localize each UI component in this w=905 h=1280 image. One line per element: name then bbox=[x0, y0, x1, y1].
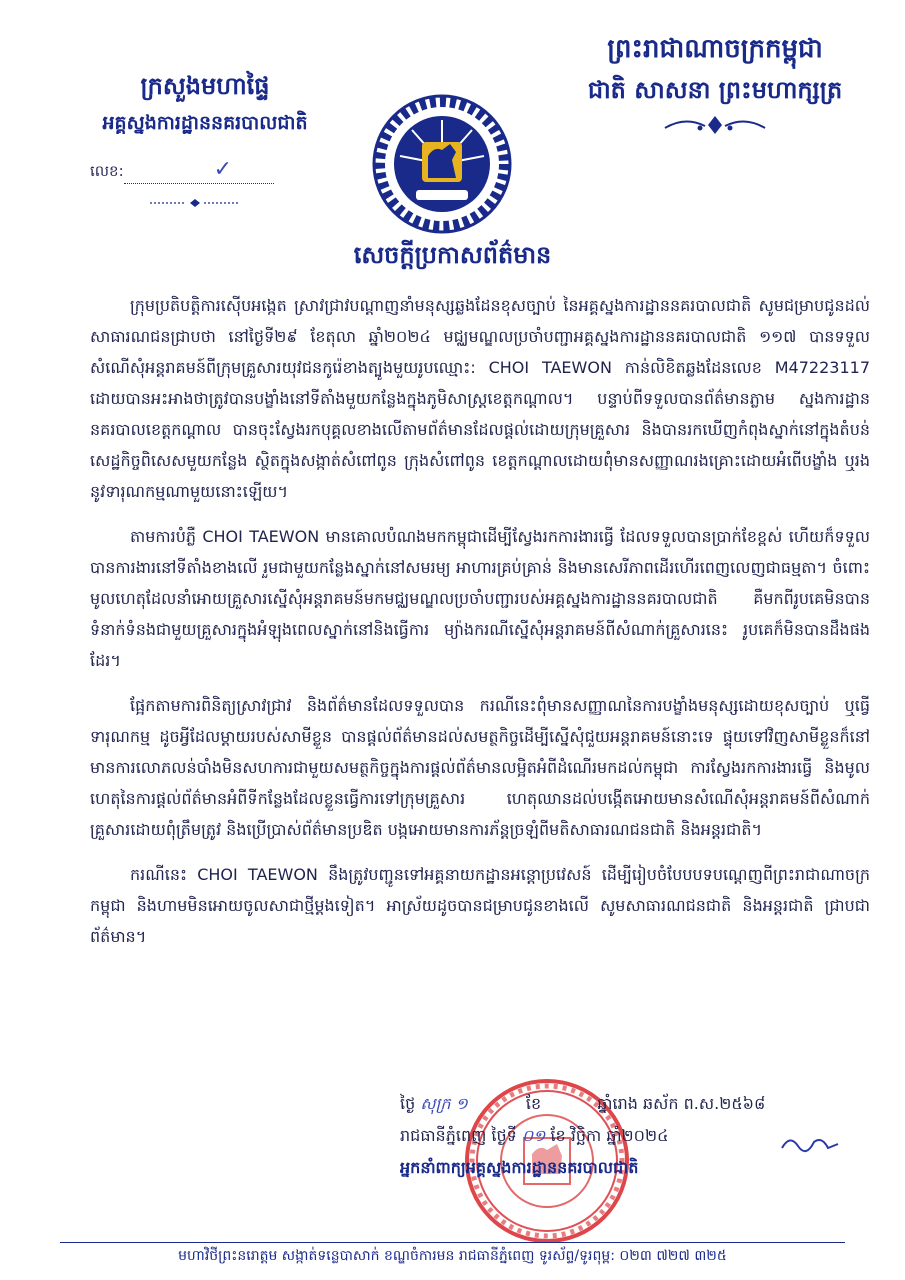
national-police-emblem-icon bbox=[372, 94, 512, 234]
lunar-day-label: ថ្ងៃ bbox=[400, 1094, 416, 1113]
place-date-label: រាជធានីភ្នំពេញ ថ្ងៃទី bbox=[400, 1126, 517, 1145]
paragraph-2: តាមការបំភ្លឺ CHOI TAEWON មានគោលបំណងមកកម្ពុជាដើម្បីស្វែងរកការងារធ្វើ ដែលទទួលបានប្រាក់ខែខ្ពស់ ហើយក៏ទទួលបានការងារនៅទីតាំងខាងលើ រួមជាមួយកន្លែងស្នាក់នៅសមរម្យ អាហារគ្រប់គ្រាន់ និងមានសេរីភាពដើរហើរពេញលេញជាធម្មតា។ ចំពោះមូលហេតុដែលនាំអោយគ្រួសារស្នើសុំអន្តរាគមន៍មកមជ្ឈមណ្ឌលប្រចាំបញ្ជារបស់អគ្គស្នងការដ្ឋាននគរបាលជាតិ គឺមកពីរូបគេមិនបានទំនាក់ទំនងជាមួយគ្រួសារក្នុងអំឡុងពេលស្នាក់នៅនិងធ្វើការ ម្យ៉ាងករណីស្នើសុំអន្តរាគមន៍ពីសំណាក់គ្រួសារនេះ រូបគេក៏មិនបានដឹងផងដែរ។ bbox=[90, 527, 870, 670]
paragraph-1: ក្រុមប្រតិបត្តិការស៊ើបអង្កេត ស្រាវជ្រាវបណ្តាញនាំមនុស្សឆ្លងដែនខុសច្បាប់ នៃអគ្គស្នងការដ្ឋាននគរបាលជាតិ សូមជម្រាបជូនដល់សាធារណជនជ្រាបថា នៅថ្ងៃទី២៩ ខែតុលា ឆ្នាំ២០២៤ មជ្ឈមណ្ឌលប្រចាំបញ្ជាអគ្គស្នងការដ្ឋាននគរបាលជាតិ ១១៧ បានទទួលសំណើសុំអន្តរាគមន៍ពីក្រុមគ្រួសារយុវជនកូរ៉េខាងត្បូងមួយរូបឈ្មោះ: CHOI TAEWON កាន់លិខិតឆ្លងដែនលេខ M47223117 ដោយបានអះអាងថាត្រូវបានបង្ខាំងនៅទីតាំងមួយកន្លែងក្នុងភូមិសាស្ត្រខេត្តកណ្តាល។ បន្ទាប់ពីទទួលបានព័ត៌មានភ្លាម ស្នងការដ្ឋាននគរបាលខេត្តកណ្តាល បានចុះស្វែងរកបុគ្គលខាងលើតាមព័ត៌មានដែលផ្តល់ដោយក្រុមគ្រួសារ និងបានរកឃើញកំពុងស្នាក់នៅក្នុងតំបន់សេដ្ឋកិច្ចពិសេសមួយកន្លែង ស្ថិតក្នុងសង្កាត់សំពៅពូន ក្រុងសំពៅពូន ខេត្តកណ្តាលដោយពុំមានសញ្ញាណរងគ្រោះដោយអំពើបង្ខាំង ឬរងនូវទារុណកម្មណាមួយនោះឡើយ។ bbox=[90, 296, 870, 501]
solar-day-handwritten: ០១ bbox=[521, 1126, 546, 1145]
signatory-title: អ្នកនាំពាក្យអគ្គស្នងការដ្ឋាននគរបាលជាតិ bbox=[400, 1158, 639, 1177]
footer-address: មហាវិថីព្រះនរោត្តម សង្កាត់ទន្លេបាសាក់ ខណ្ឌចំការមន រាជធានីភ្នំពេញ ទូរស័ព្ទ/ទូរពុម្ព: ០២៣ ៧២៧ ៣២៥ bbox=[178, 1248, 727, 1264]
lunar-year-text: ឆ្នាំរោង ឆស័ក ព.ស.២៥៦៨ bbox=[597, 1094, 766, 1113]
divider-ornament-icon bbox=[150, 198, 240, 208]
ornament-icon bbox=[660, 114, 770, 136]
reference-label: លេខ: bbox=[90, 162, 124, 180]
ministry-name: ក្រសួងមហាផ្ទៃ bbox=[140, 72, 270, 100]
solar-month-year-text: ខែ វិច្ឆិកា ឆ្នាំ២០២៤ bbox=[550, 1126, 669, 1145]
footer-divider bbox=[60, 1242, 845, 1243]
lunar-month-label: ខែ bbox=[525, 1094, 542, 1113]
signature-icon bbox=[780, 1130, 840, 1156]
kingdom-header bbox=[565, 30, 865, 136]
reference-number bbox=[90, 157, 310, 184]
paragraph-4: ករណីនេះ CHOI TAEWON នឹងត្រូវបញ្ជូនទៅអគ្គនាយកដ្ឋានអន្តោប្រវេសន៍ ដើម្បីរៀបចំបែបបទបណ្តេញពីព្រះរាជាណាចក្រកម្ពុជា និងហាមមិនអោយចូលសាជាថ្មីម្តងទៀត។ អាស្រ័យដូចបានជម្រាបជូនខាងលើ សូមសាធារណជនជាតិ និងអន្តរជាតិ ជ្រាបជាព័ត៌មាន។ bbox=[90, 865, 870, 946]
paragraph-3: ផ្អែកតាមការពិនិត្យស្រាវជ្រាវ និងព័ត៌មានដែលទទួលបាន ករណីនេះពុំមានសញ្ញាណនៃការបង្ខាំងមនុស្សដោយខុសច្បាប់ ឬធ្វើទារុណកម្ម ដូចអ្វីដែលម្តាយរបស់សាមីខ្លួន បានផ្តល់ព័ត៌មានដល់សមត្ថកិច្ចដើម្បីស្នើសុំជួយអន្តរាគមន៍នោះទេ ផ្ទុយទៅវិញសាមីខ្លួនក៏នៅមានការលោភលន់បាំងមិនសហការជាមួយសមត្ថកិច្ចក្នុងការផ្តល់ព័ត៌មានលម្អិតអំពីដំណើរមកដល់កម្ពុជា ការស្វែងរកការងារធ្វើ និងមូលហេតុនៃការផ្តល់ព័ត៌មានអំពីទីកន្លែងដែលខ្លួនធ្វើការទៅក្រុមគ្រួសារ ហេតុឈានដល់បង្កើតអោយមានសំណើសុំអន្តរាគមន៍ពីសំណាក់គ្រួសារដោយពុំត្រឹមត្រូវ និងប្រើប្រាស់ព័ត៌មានប្រឌិត បង្កអោយមានការភ័ន្តច្រឡំពីមតិសាធារណជនជាតិ និងអន្តរជាតិ។ bbox=[90, 696, 870, 839]
lunar-date-line bbox=[400, 1088, 870, 1120]
document-title: សេចក្តីប្រកាសព័ត៌មាន bbox=[353, 241, 552, 269]
document-body bbox=[90, 290, 870, 966]
kingdom-name: ព្រះរាជាណាចក្រកម្ពុជា bbox=[607, 34, 823, 64]
check-mark-icon: ✓ bbox=[213, 157, 233, 182]
kingdom-motto: ជាតិ សាសនា ព្រះមហាក្សត្រ bbox=[587, 76, 843, 104]
department-name: អគ្គស្នងការដ្ឋាននគរបាលជាតិ bbox=[102, 112, 308, 134]
lunar-day-handwritten: សុក្រ ១ bbox=[420, 1094, 468, 1113]
ministry-header bbox=[80, 70, 330, 138]
